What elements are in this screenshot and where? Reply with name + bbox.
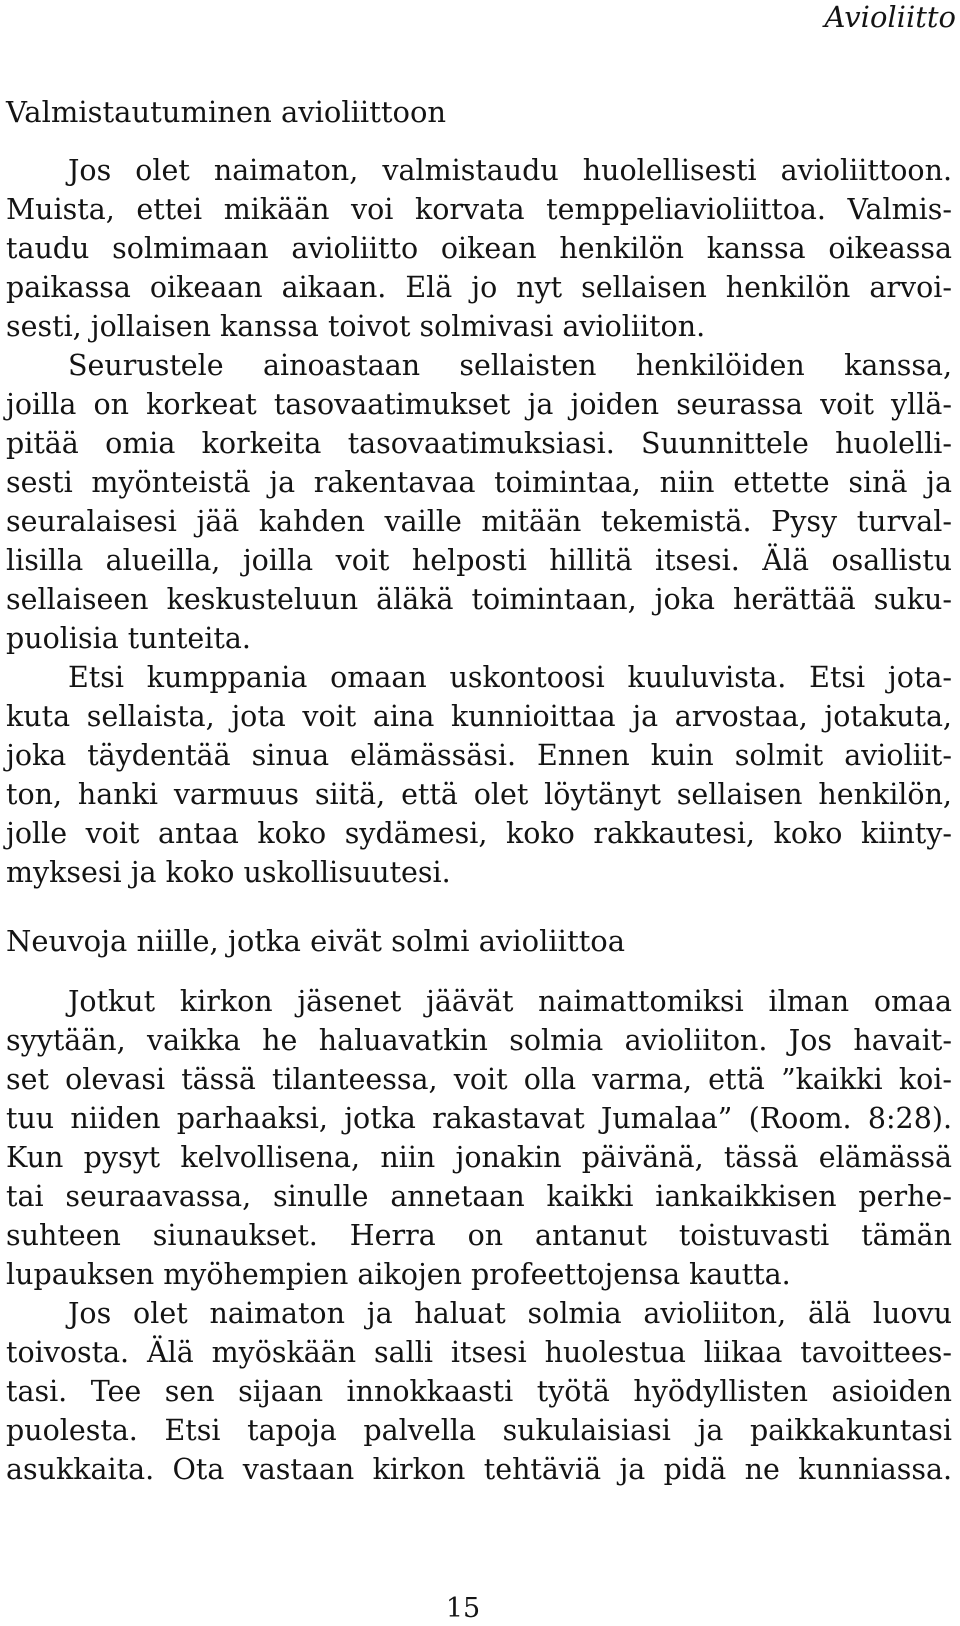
text-line: asukkaita. Ota vastaan kirkon tehtäviä ja pidä ne kunniassa.: [6, 1453, 952, 1486]
text-line: Jotkut kirkon jäsenet jäävät naimattomiksi ilman omaa: [68, 985, 952, 1018]
text-line: Muista, ettei mikään voi korvata temppeliavioliittoa. Valmis-: [6, 193, 952, 226]
text-line: kuta sellaista, jota voit aina kunnioittaa ja arvostaa, jotakuta,: [6, 700, 952, 733]
text-line: syytään, vaikka he haluavatkin solmia avioliiton. Jos havait-: [6, 1024, 952, 1057]
text-line: paikassa oikeaan aikaan. Elä jo nyt sellaisen henkilön arvoi-: [6, 271, 952, 304]
text-line: joilla on korkeat tasovaatimukset ja joiden seurassa voit yllä-: [6, 388, 952, 421]
text-line: taudu solmimaan avioliitto oikean henkilön kanssa oikeassa: [6, 232, 952, 265]
text-line: tasi. Tee sen sijaan innokkaasti työtä hyödyllisten asioiden: [6, 1375, 952, 1408]
section-heading: Valmistautuminen avioliittoon: [6, 95, 447, 129]
text-line: Jos olet naimaton, valmistaudu huolellisesti avioliittoon.: [68, 154, 952, 187]
text-line: Kun pysyt kelvollisena, niin jonakin päivänä, tässä elämässä: [6, 1141, 952, 1174]
text-line: sellaiseen keskusteluun äläkä toimintaan, joka herättää suku-: [6, 583, 952, 616]
page-number: 15: [445, 1593, 481, 1624]
text-line: toivosta. Älä myöskään salli itsesi huolestua liikaa tavoittees-: [6, 1336, 952, 1369]
text-line: lupauksen myöhempien aikojen profeettojensa kautta.: [6, 1258, 791, 1291]
text-line: tuu niiden parhaaksi, jotka rakastavat Jumalaa” (Room. 8:28).: [6, 1102, 952, 1135]
text-line: pitää omia korkeita tasovaatimuksiasi. Suunnittele huolelli-: [6, 427, 952, 460]
section-heading: Neuvoja niille, jotka eivät solmi avioliittoa: [6, 924, 625, 958]
text-line: sesti myönteistä ja rakentavaa toimintaa, niin ettette sinä ja: [6, 466, 952, 499]
text-line: set olevasi tässä tilanteessa, voit olla varma, että ”kaikki koi-: [6, 1063, 952, 1096]
text-line: myksesi ja koko uskollisuutesi.: [6, 856, 451, 889]
text-line: joka täydentää sinua elämässäsi. Ennen kuin solmit avioliit-: [6, 739, 952, 772]
text-line: ton, hanki varmuus siitä, että olet löytänyt sellaisen henkilön,: [6, 778, 952, 811]
text-line: puolesta. Etsi tapoja palvella sukulaisiasi ja paikkakuntasi: [6, 1414, 952, 1447]
text-line: puolisia tunteita.: [6, 622, 251, 655]
text-line: lisilla alueilla, joilla voit helposti hillitä itsesi. Älä osallistu: [6, 544, 952, 577]
text-line: tai seuraavassa, sinulle annetaan kaikki iankaikkisen perhe-: [6, 1180, 952, 1213]
text-line: Etsi kumppania omaan uskontoosi kuuluvista. Etsi jota-: [68, 661, 952, 694]
text-line: sesti, jollaisen kanssa toivot solmivasi avioliiton.: [6, 310, 706, 343]
running-head: Avioliitto: [824, 0, 956, 34]
text-line: Jos olet naimaton ja haluat solmia avioliiton, älä luovu: [68, 1297, 952, 1330]
text-line: Seurustele ainoastaan sellaisten henkilöiden kanssa,: [68, 349, 952, 382]
text-line: seuralaisesi jää kahden vaille mitään tekemistä. Pysy turval-: [6, 505, 952, 538]
text-line: suhteen siunaukset. Herra on antanut toistuvasti tämän: [6, 1219, 952, 1252]
text-line: jolle voit antaa koko sydämesi, koko rakkautesi, koko kiinty-: [6, 817, 952, 850]
